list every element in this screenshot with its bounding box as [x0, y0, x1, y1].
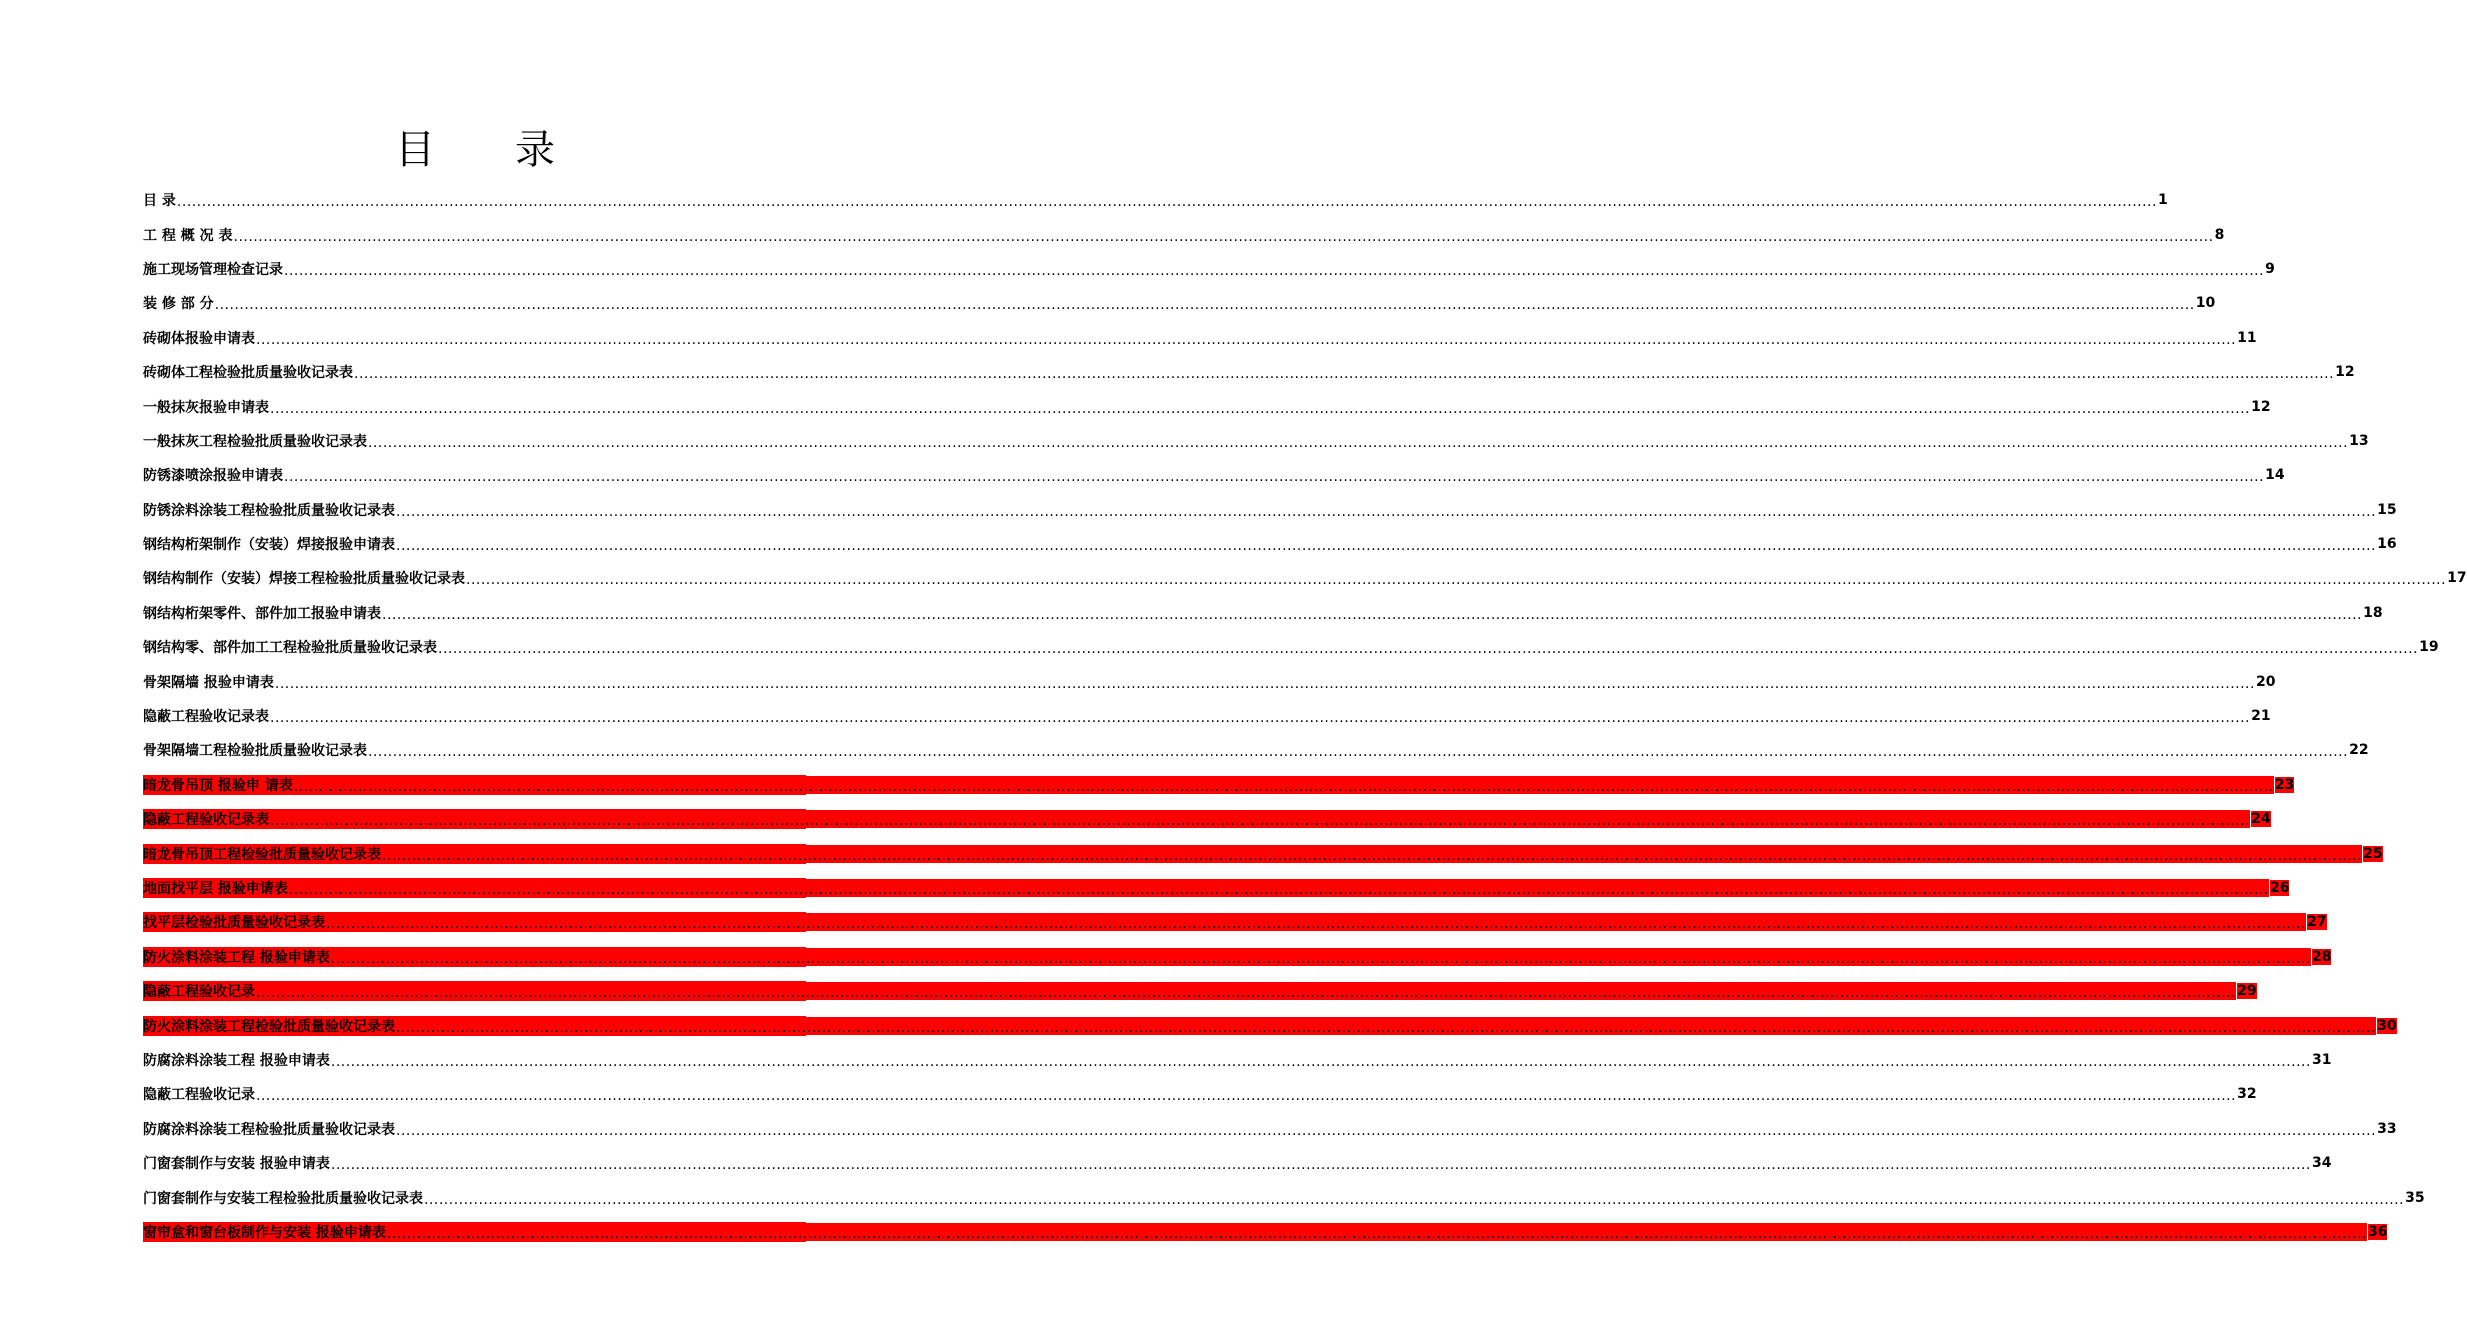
toc-entry-label: 找平层检验批质量验收记录表	[143, 912, 325, 932]
toc-entry[interactable]	[143, 940, 2332, 974]
toc-entry-line	[143, 981, 2257, 1002]
toc-page-number: 23	[2274, 776, 2295, 793]
toc-entry[interactable]	[143, 1008, 2397, 1042]
toc-entry-line	[143, 293, 2216, 314]
toc-entry[interactable]	[143, 355, 2355, 389]
toc-page-number: 35	[2405, 1189, 2425, 1206]
title-char-2: 录	[515, 127, 555, 173]
toc-entry-label: 钢结构桁架零件、部件加工报验申请表	[143, 605, 381, 622]
toc-entry-label: 防腐涂料涂装工程检验批质量验收记录表	[143, 1121, 395, 1138]
toc-entry-line	[143, 431, 2369, 451]
toc-entry-label: 防锈涂料涂装工程检验批质量验收记录表	[143, 502, 395, 519]
toc-leader-dots: ................................................................................................................................................................................................................................................................................................................................................................................................................	[330, 1053, 2311, 1070]
toc-entry-label: 工 程 概 况 表	[143, 227, 233, 244]
toc-entry[interactable]	[143, 768, 2295, 802]
toc-entry-line	[143, 500, 2397, 520]
toc-page-number: 10	[2195, 295, 2216, 312]
toc-leader-dots: ................................................................................................................................................................................................................................................................................................................................................................................................................	[256, 982, 2236, 1000]
toc-leader-dots: ................................................................................................................................................................................................................................................................................................................................................................................................................	[274, 675, 2255, 692]
toc-entry-line	[143, 1188, 2425, 1208]
toc-leader-dots: ................................................................................................................................................................................................................................................................................................................................................................................................................	[330, 1157, 2311, 1174]
toc-entry[interactable]	[143, 493, 2397, 527]
toc-page-number: 30	[2377, 1017, 2397, 1034]
toc-leader-dots: ................................................................................................................................................................................................................................................................................................................................................................................................................	[256, 1088, 2237, 1105]
toc-leader-dots: ................................................................................................................................................................................................................................................................................................................................................................................................................	[382, 606, 2363, 623]
toc-leader-dots: ................................................................................................................................................................................................................................................................................................................................................................................................................	[233, 228, 2214, 245]
toc-entry[interactable]	[143, 1146, 2332, 1180]
toc-entry[interactable]	[143, 733, 2369, 767]
toc-entry-line	[143, 1016, 2397, 1036]
toc-entry-line	[143, 912, 2327, 933]
toc-entry-line	[143, 775, 2295, 795]
toc-entry-label: 一般抹灰工程检验批质量验收记录表	[143, 433, 367, 450]
toc-leader-dots: ................................................................................................................................................................................................................................................................................................................................................................................................................	[214, 297, 2195, 314]
toc-entry-line	[143, 1119, 2397, 1139]
toc-page-number: 25	[2363, 845, 2383, 862]
toc-entry-label: 钢结构桁架制作（安装）焊接报验申请表	[143, 537, 395, 554]
toc-leader-dots: ................................................................................................................................................................................................................................................................................................................................................................................................................	[284, 262, 2265, 279]
page-title	[0, 120, 950, 180]
toc-entry-label: 钢结构零、部件加工工程检验批质量验收记录表	[143, 640, 437, 657]
toc-page-number: 22	[2349, 742, 2369, 759]
toc-leader-dots: ................................................................................................................................................................................................................................................................................................................................................................................................................	[331, 948, 2311, 966]
toc-entry-line	[143, 397, 2271, 417]
toc-entry-line	[143, 947, 2332, 967]
toc-entry[interactable]	[143, 217, 2225, 251]
toc-entry[interactable]	[143, 252, 2275, 286]
toc-page-number: 19	[2419, 639, 2439, 656]
toc-page-number: 8	[2214, 226, 2225, 243]
toc-entry-label: 防火涂料涂装工程检验批质量验收记录表	[143, 1016, 395, 1036]
toc-entry-line	[143, 878, 2290, 898]
toc-leader-dots: ................................................................................................................................................................................................................................................................................................................................................................................................................	[424, 1191, 2405, 1208]
toc-entry[interactable]	[143, 561, 2467, 595]
toc-entry[interactable]	[143, 321, 2257, 355]
toc-page-number: 16	[2377, 536, 2397, 553]
toc-leader-dots: ................................................................................................................................................................................................................................................................................................................................................................................................................	[438, 641, 2419, 658]
toc-entry-line	[143, 568, 2467, 589]
toc-entry-line	[143, 259, 2275, 279]
toc-page-number: 11	[2237, 329, 2257, 346]
toc-entry[interactable]	[143, 1043, 2332, 1077]
toc-page-number: 29	[2237, 983, 2257, 1000]
toc-page-number: 12	[2335, 364, 2355, 381]
toc-entry-line	[143, 190, 2168, 211]
toc-leader-dots: ................................................................................................................................................................................................................................................................................................................................................................................................................	[326, 913, 2306, 931]
toc-entry[interactable]	[143, 1077, 2257, 1111]
toc-entry-label: 目 录	[143, 193, 176, 210]
toc-leader-dots: ................................................................................................................................................................................................................................................................................................................................................................................................................	[354, 366, 2335, 383]
toc-leader-dots: ................................................................................................................................................................................................................................................................................................................................................................................................................	[270, 710, 2251, 727]
toc-entry-label: 防火涂料涂装工程 报验申请表	[143, 947, 330, 967]
toc-entry-label: 骨架隔墙工程检验批质量验收记录表	[143, 743, 367, 760]
toc-page-number: 34	[2311, 1155, 2332, 1172]
toc-leader-dots: ................................................................................................................................................................................................................................................................................................................................................................................................................	[382, 845, 2362, 863]
toc-entry-label: 施工现场管理检查记录	[143, 261, 283, 278]
toc-entry-line	[143, 534, 2397, 555]
toc-page-number: 20	[2255, 673, 2276, 690]
toc-page-number: 14	[2265, 467, 2285, 484]
toc-page-number: 28	[2311, 948, 2332, 965]
toc-entry[interactable]	[143, 424, 2369, 458]
toc-entry-label: 窗帘盒和窗台板制作与安装 报验申请表	[143, 1222, 386, 1242]
toc-entry[interactable]	[143, 664, 2276, 698]
toc-entry-label: 暗龙骨吊顶 报验申 请表	[143, 775, 293, 795]
toc-entry-label: 防锈漆喷涂报验申请表	[143, 468, 283, 485]
toc-entry-label: 隐蔽工程验收记录	[143, 981, 255, 1001]
toc-entry-line	[143, 637, 2439, 658]
toc-page-number: 17	[2447, 570, 2467, 587]
table-of-contents	[143, 183, 2467, 1249]
toc-leader-dots: ................................................................................................................................................................................................................................................................................................................................................................................................................	[294, 776, 2274, 794]
toc-entry-label: 装 修 部 分	[143, 296, 214, 313]
toc-entry[interactable]	[143, 1112, 2397, 1146]
toc-page-number: 21	[2251, 708, 2271, 725]
toc-page-number: 13	[2349, 432, 2369, 449]
toc-entry[interactable]	[143, 1215, 2388, 1249]
toc-entry[interactable]	[143, 974, 2257, 1008]
toc-page-number: 1	[2157, 192, 2168, 209]
toc-entry-label: 暗龙骨吊顶工程检验批质量验收记录表	[143, 844, 381, 864]
toc-page-number: 32	[2237, 1086, 2257, 1103]
toc-entry-line	[143, 1153, 2332, 1174]
toc-entry-line	[143, 1084, 2257, 1105]
toc-entry-label: 一般抹灰报验申请表	[143, 399, 269, 416]
toc-entry-label: 防腐涂料涂装工程 报验申请表	[143, 1052, 330, 1069]
toc-page-number: 27	[2307, 914, 2327, 931]
toc-entry[interactable]	[143, 527, 2397, 561]
toc-page-number: 24	[2251, 811, 2271, 828]
toc-entry-line	[143, 844, 2383, 864]
toc-entry-line	[143, 672, 2276, 692]
toc-leader-dots: ................................................................................................................................................................................................................................................................................................................................................................................................................	[396, 1017, 2376, 1035]
toc-entry-line	[143, 603, 2383, 623]
title-char-1: 目	[395, 127, 435, 173]
toc-entry[interactable]	[143, 802, 2271, 836]
toc-entry-line	[143, 225, 2225, 245]
toc-page-number: 31	[2311, 1051, 2332, 1068]
toc-leader-dots: ................................................................................................................................................................................................................................................................................................................................................................................................................	[368, 744, 2349, 761]
toc-entry-label: 门窗套制作与安装 报验申请表	[143, 1156, 330, 1173]
toc-leader-dots: ................................................................................................................................................................................................................................................................................................................................................................................................................	[176, 194, 2157, 211]
toc-leader-dots: ................................................................................................................................................................................................................................................................................................................................................................................................................	[284, 469, 2265, 486]
toc-entry-label: 隐蔽工程验收记录表	[143, 809, 269, 829]
toc-leader-dots: ................................................................................................................................................................................................................................................................................................................................................................................................................	[368, 434, 2349, 451]
toc-entry-label: 地面找平层 报验申请表	[143, 878, 288, 898]
toc-entry[interactable]	[143, 286, 2216, 320]
toc-entry[interactable]	[143, 389, 2271, 423]
toc-leader-dots: ................................................................................................................................................................................................................................................................................................................................................................................................................	[396, 1122, 2377, 1139]
toc-entry[interactable]	[143, 630, 2439, 664]
toc-entry-line	[143, 465, 2285, 486]
toc-entry-label: 隐蔽工程验收记录	[143, 1087, 255, 1104]
toc-entry[interactable]	[143, 871, 2290, 905]
toc-entry-line	[143, 362, 2355, 383]
toc-entry-line	[143, 809, 2271, 830]
toc-entry-line	[143, 1222, 2388, 1242]
toc-entry-label: 门窗套制作与安装工程检验批质量验收记录表	[143, 1190, 423, 1207]
toc-entry-label: 隐蔽工程验收记录表	[143, 709, 269, 726]
toc-entry-label: 骨架隔墙 报验申请表	[143, 674, 274, 691]
toc-entry-line	[143, 328, 2257, 348]
toc-page-number: 26	[2269, 880, 2290, 896]
toc-page-number: 9	[2265, 260, 2275, 277]
toc-entry[interactable]	[143, 458, 2285, 492]
toc-entry[interactable]	[143, 836, 2383, 870]
toc-leader-dots: ................................................................................................................................................................................................................................................................................................................................................................................................................	[387, 1223, 2367, 1241]
toc-entry[interactable]	[143, 183, 2168, 217]
toc-leader-dots: ................................................................................................................................................................................................................................................................................................................................................................................................................	[289, 879, 2269, 897]
toc-entry-label: 钢结构制作（安装）焊接工程检验批质量验收记录表	[143, 571, 465, 588]
toc-page-number: 12	[2251, 398, 2271, 415]
toc-entry[interactable]	[143, 1180, 2425, 1214]
toc-leader-dots: ................................................................................................................................................................................................................................................................................................................................................................................................................	[466, 572, 2447, 589]
toc-entry-line	[143, 706, 2271, 727]
toc-leader-dots: ................................................................................................................................................................................................................................................................................................................................................................................................................	[396, 503, 2377, 520]
toc-entry-label: 砖砌体报验申请表	[143, 330, 255, 347]
toc-leader-dots: ................................................................................................................................................................................................................................................................................................................................................................................................................	[270, 400, 2251, 417]
toc-page-number: 33	[2377, 1120, 2397, 1137]
toc-leader-dots: ................................................................................................................................................................................................................................................................................................................................................................................................................	[256, 331, 2237, 348]
toc-page-number: 15	[2377, 501, 2397, 518]
toc-entry-label: 砖砌体工程检验批质量验收记录表	[143, 365, 353, 382]
toc-entry-line	[143, 1050, 2332, 1070]
toc-leader-dots: ................................................................................................................................................................................................................................................................................................................................................................................................................	[396, 538, 2377, 555]
toc-entry[interactable]	[143, 596, 2383, 630]
toc-leader-dots: ................................................................................................................................................................................................................................................................................................................................................................................................................	[270, 810, 2250, 828]
toc-entry[interactable]	[143, 905, 2327, 939]
toc-page-number: 36	[2367, 1223, 2388, 1240]
toc-entry-line	[143, 740, 2369, 761]
toc-page-number: 18	[2363, 604, 2383, 621]
toc-entry[interactable]	[143, 699, 2271, 733]
